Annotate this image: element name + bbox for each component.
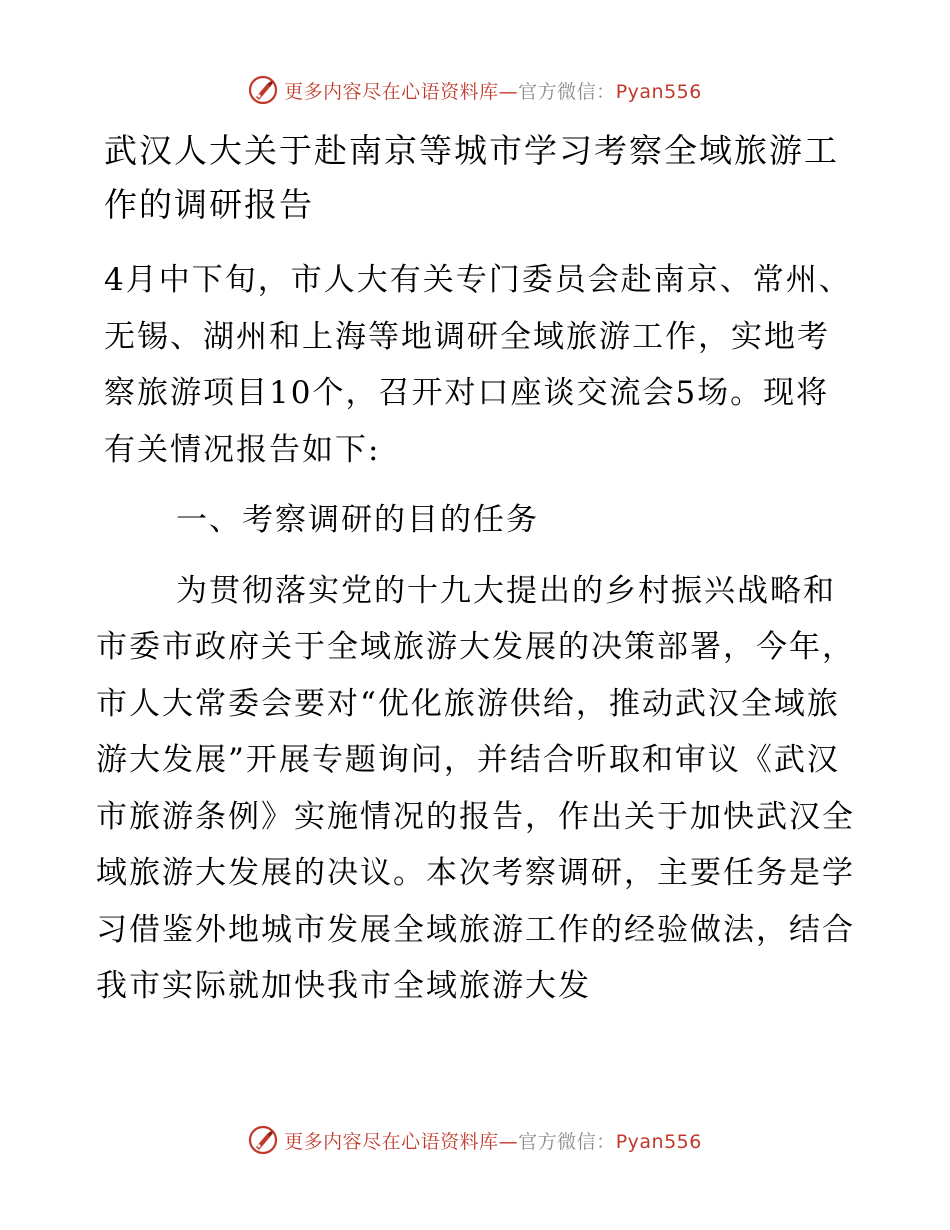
header-watermark — [0, 72, 950, 108]
watermark-slogan: 更多内容尽在心语资料库 — [284, 80, 499, 103]
document-title: 武汉人大关于赴南京等城市学习考察全域旅游工作的调研报告 — [104, 131, 839, 224]
watermark-slogan: 更多内容尽在心语资料库 — [284, 1130, 499, 1153]
intro-paragraph: 4月中下旬，市人大有关专门委员会赴南京、常州、无锡、湖州和上海等地调研全域旅游工作，实地考察旅游项目10个，召开对口座谈交流会5场。现将有关情况报告如下: — [104, 262, 852, 468]
watermark-text — [284, 1127, 702, 1154]
document-body — [96, 124, 856, 1015]
watermark-wechat-label: 官方微信： — [518, 80, 616, 103]
watermark-wechat-label: 官方微信： — [518, 1130, 616, 1153]
watermark-text — [284, 77, 702, 104]
section-heading: 一、考察调研的目的任务 — [176, 502, 539, 538]
watermark-wechat-id: Pyan556 — [615, 80, 702, 103]
watermark-separator: — — [498, 80, 519, 103]
section-paragraph: 为贯彻落实党的十九大提出的乡村振兴战略和市委市政府关于全域旅游大发展的决策部署，今年，市人大常委会要对“优化旅游供给，推动武汉全域旅游大发展”开展专题询问，并结合听取和审议《武汉市旅游条例》实施情况的报告，作出关于加快武汉全域旅游大发展的决议。本次考察调研，主要任务是学习借鉴外地城市发展全域旅游工作的经验做法，结合我市实际就加快我市全域旅游大发 — [96, 572, 855, 1004]
watermark-separator: — — [498, 1130, 519, 1153]
footer-watermark — [0, 1122, 950, 1158]
pen-nib-logo-icon — [248, 75, 278, 105]
pen-nib-logo-icon — [248, 1125, 278, 1155]
watermark-wechat-id: Pyan556 — [615, 1130, 702, 1153]
